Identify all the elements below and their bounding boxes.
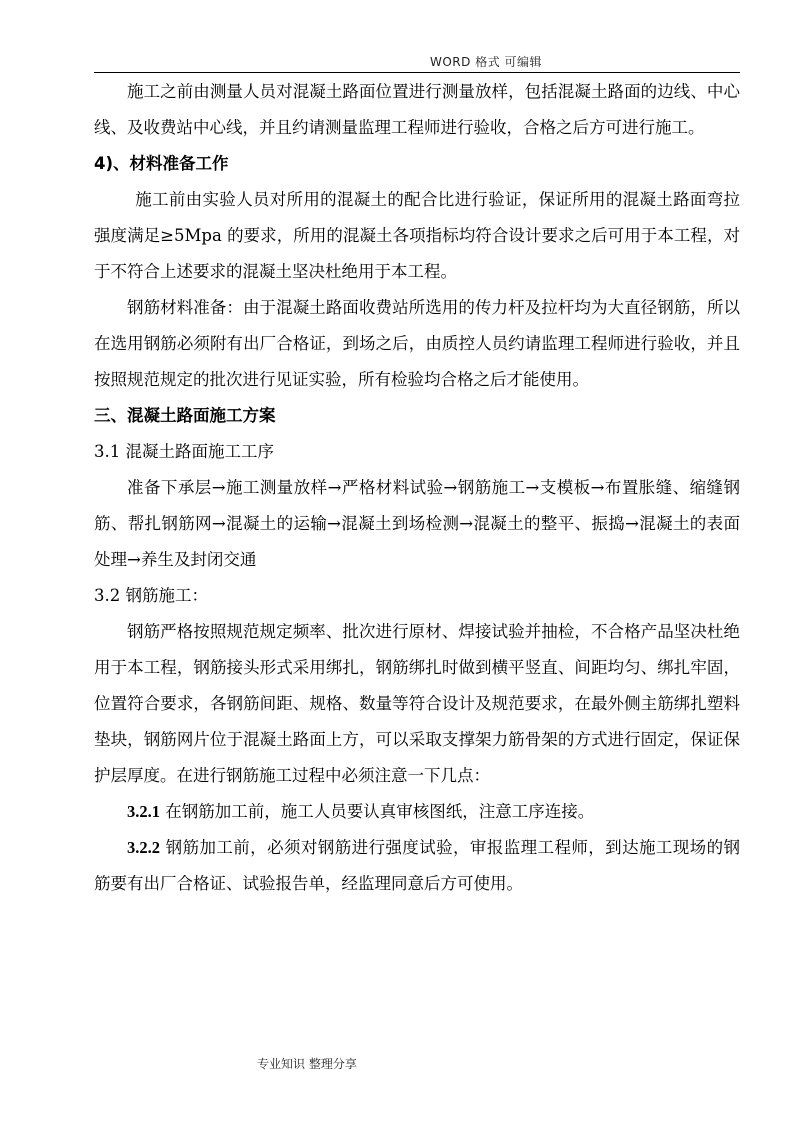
paragraph-concrete-verification: 施工前由实验人员对所用的混凝土的配合比进行验证，保证所用的混凝土路面弯拉强度满足≥5Mpa 的要求，所用的混凝土各项指标均符合设计要求之后可用于本工程，对于不符合上述要求的混凝土坚决杜绝用于本工程。	[94, 190, 740, 281]
paragraph-process-flow: 准备下承层→施工测量放样→严格材料试验→钢筋施工→支模板→布置胀缝、缩缝钢筋、帮扎钢筋网→混凝土的运输→混凝土到场检测→混凝土的整平、振捣→混凝土的表面处理→养生及封闭交通	[94, 478, 740, 569]
paragraph-rebar-construction: 钢筋严格按照规范规定频率、批次进行原材、焊接试验并抽检，不合格产品坚决杜绝用于本工程，钢筋接头形式采用绑扎，钢筋绑扎时做到横平竖直、间距均匀、绑扎牢固，位置符合要求，各钢筋间距、规格、数量等符合设计及规范要求，在最外侧主筋绑扎塑料垫块，钢筋网片位于混凝土路面上方，可以采取支撑架力筋骨架的方式进行固定，保证保护层厚度。在进行钢筋施工过程中必须注意一下几点：	[94, 622, 740, 785]
paragraph-survey: 施工之前由测量人员对混凝土路面位置进行测量放样，包括混凝土路面的边线、中心线、及收费站中心线，并且约请测量监理工程师进行验收，合格之后方可进行施工。	[94, 82, 740, 137]
document-body	[94, 74, 740, 902]
subheading-3-1: 3.1 混凝土路面施工工序	[94, 442, 274, 461]
page-footer: 专业知识 整理分享	[257, 1057, 357, 1071]
item-number-3-2-1: 3.2.1	[127, 802, 160, 821]
item-text-3-2-1: 在钢筋加工前，施工人员要认真审核图纸，注意工序连接。	[160, 802, 595, 821]
paragraph-rebar-prep: 钢筋材料准备：由于混凝土路面收费站所选用的传力杆及拉杆均为大直径钢筋，所以在选用钢筋必须附有出厂合格证，到场之后，由质控人员约请监理工程师进行验收，并且按照规范规定的批次进行见证实验，所有检验均合格之后才能使用。	[94, 298, 740, 389]
heading-construction-plan: 三、混凝土路面施工方案	[94, 406, 276, 425]
heading-material-prep: 4)、材料准备工作	[94, 154, 229, 173]
header-divider	[94, 72, 740, 73]
item-number-3-2-2: 3.2.2	[127, 838, 160, 857]
paragraph-3-2-2	[94, 830, 740, 902]
page-header: WORD 格式 可编辑	[430, 55, 543, 69]
paragraph-3-2-1	[94, 794, 740, 830]
subheading-3-2: 3.2 钢筋施工：	[94, 586, 208, 605]
item-text-3-2-2: 钢筋加工前，必须对钢筋进行强度试验，审报监理工程师，到达施工现场的钢筋要有出厂合格证、试验报告单，经监理同意后方可使用。	[94, 838, 740, 893]
